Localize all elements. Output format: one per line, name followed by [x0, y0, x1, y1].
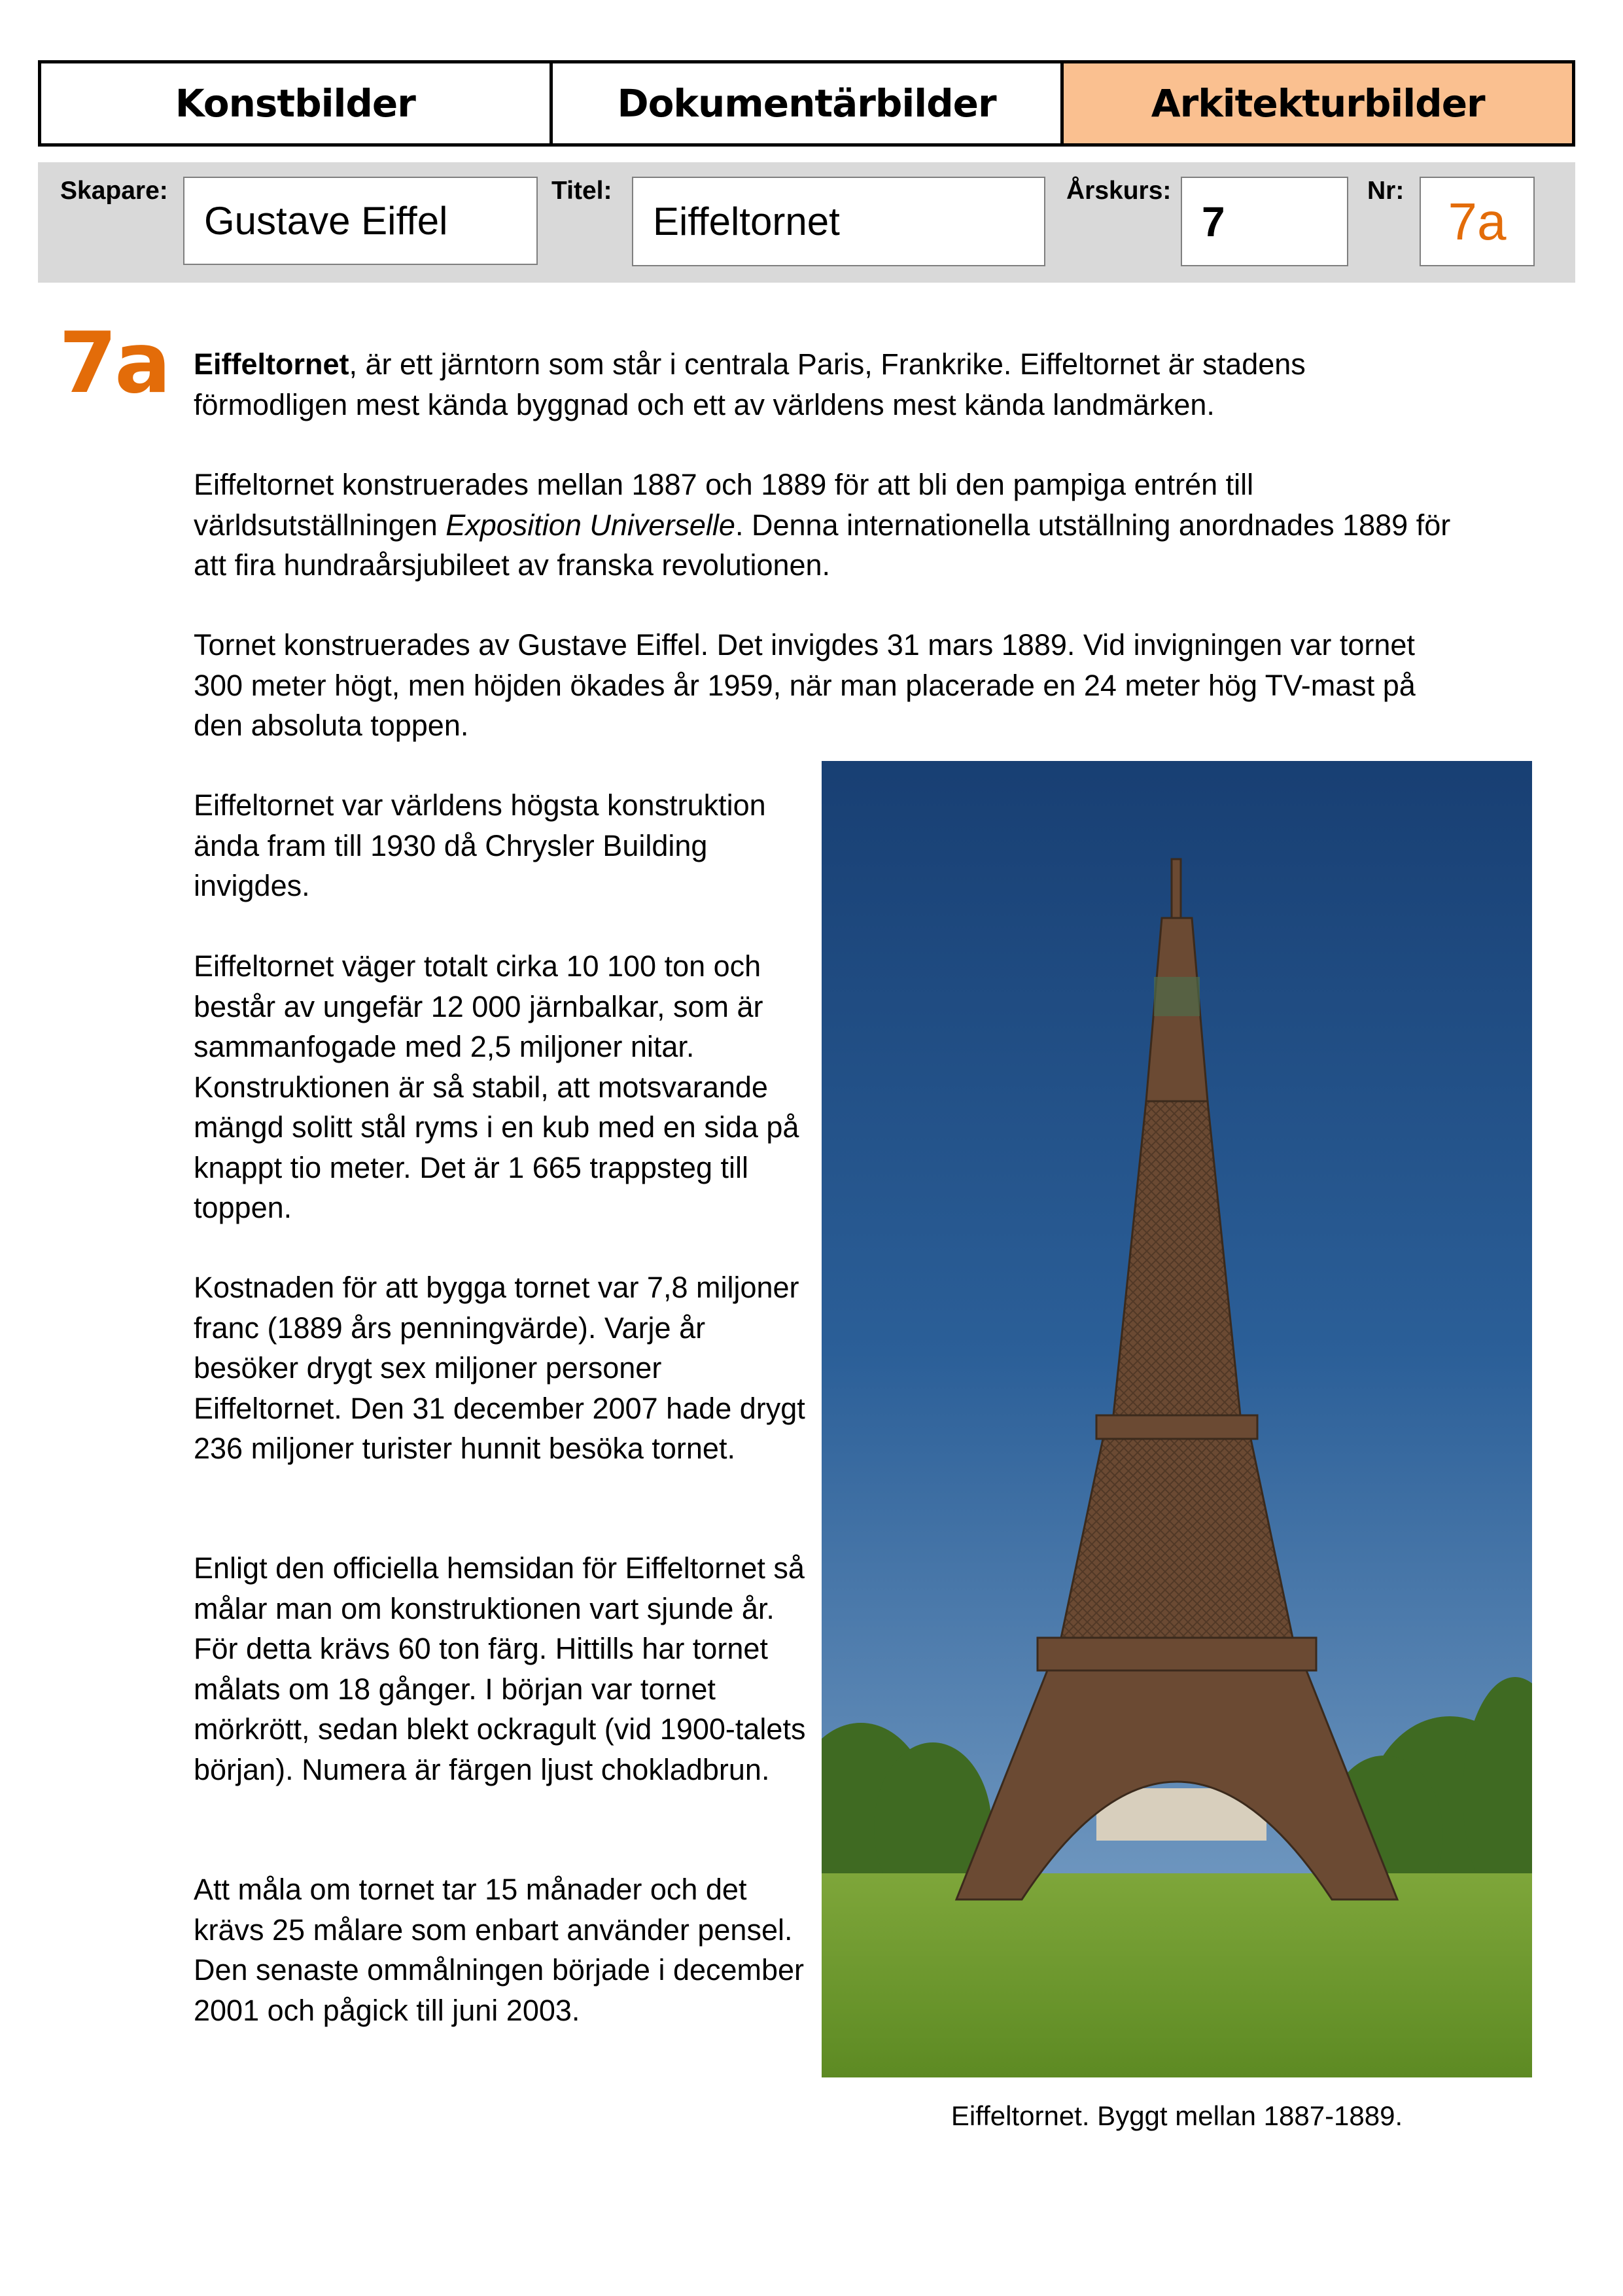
title-field[interactable]: Eiffeltornet: [632, 177, 1045, 266]
paragraph-painting: Enligt den officiella hemsidan för Eiffeltornet så målar man om konstruktionen vart sjunde år. För detta krävs 60 ton färg. Hittills har tornet målats om 18 gånger. I början var tornet mörkrött, sedan blekt ockragult (vid 1900-talets början). Numera är färgen ljust chokladbrun.: [194, 1551, 806, 1786]
paragraph-inauguration: Tornet konstruerades av Gustave Eiffel. Det invigdes 31 mars 1889. Vid invigningen var tornet 300 meter högt, men höjden ökades år 1959, när man placerade en 24 meter hög TV-mast på den absoluta toppen.: [194, 628, 1416, 742]
paragraph-intro: [194, 344, 1456, 425]
exposition-name: Exposition Universelle: [445, 508, 735, 542]
paragraph-intro-lead: Eiffeltornet: [194, 347, 349, 381]
section-number: 7a: [59, 315, 169, 412]
paragraph-cost: Kostnaden för att bygga tornet var 7,8 miljoner franc (1889 års penningvärde). Varje år besöker drygt sex miljoner personer Eiffeltornet. Den 31 december 2007 hade drygt 236 miljoner turister hunnit besöka tornet.: [194, 1271, 805, 1465]
category-tabs: [38, 60, 1575, 147]
number-label: Nr:: [1367, 177, 1405, 205]
tab-konstbilder[interactable]: Konstbilder: [41, 63, 553, 143]
title-label: Titel:: [551, 177, 612, 205]
photo-caption: Eiffeltornet. Byggt mellan 1887-1889.: [951, 2100, 1403, 2131]
paragraph-weight: Eiffeltornet väger totalt cirka 10 100 ton och består av ungefär 12 000 järnbalkar, som är sammanfogade med 2,5 miljoner nitar. Konstruktionen är så stabil, att motsvarande mängd solitt stål ryms i en kub med en sida på knappt tio meter. Det är 1 665 trappsteg till toppen.: [194, 949, 799, 1224]
metadata-band: [38, 162, 1575, 283]
creator-field[interactable]: Gustave Eiffel: [183, 177, 538, 265]
creator-label: Skapare:: [60, 177, 168, 205]
number-field[interactable]: 7a: [1420, 177, 1535, 266]
paragraph-construction-b: . Denna internationella utställning anordnades 1889 för att fira hundraårsjubileet av franska revolutionen.: [194, 508, 1451, 582]
paragraph-construction-a: Eiffeltornet konstruerades mellan 1887 och 1889 för att bli den pampiga entrén till världsutställningen: [194, 468, 1254, 542]
paragraph-construction: [194, 465, 1456, 586]
tab-arkitekturbilder[interactable]: Arkitekturbilder: [1064, 63, 1572, 143]
eiffel-tower-photo: [822, 761, 1532, 2077]
tab-dokumentarbilder[interactable]: Dokumentärbilder: [553, 63, 1064, 143]
grade-field[interactable]: 7: [1181, 177, 1348, 266]
paragraph-repaint-duration: Att måla om tornet tar 15 månader och det krävs 25 målare som enbart använder pensel. Den senaste ommålningen började i december 2001 och pågick till juni 2003.: [194, 1873, 805, 2027]
grade-label: Årskurs:: [1066, 177, 1172, 205]
paragraph-tallest: Eiffeltornet var världens högsta konstruktion ända fram till 1930 då Chrysler Building invigdes.: [194, 788, 766, 902]
paragraph-intro-rest: , är ett järntorn som står i centrala Paris, Frankrike. Eiffeltornet är stadens förmodligen mest kända byggnad och ett av världens mest kända landmärken.: [194, 347, 1306, 421]
